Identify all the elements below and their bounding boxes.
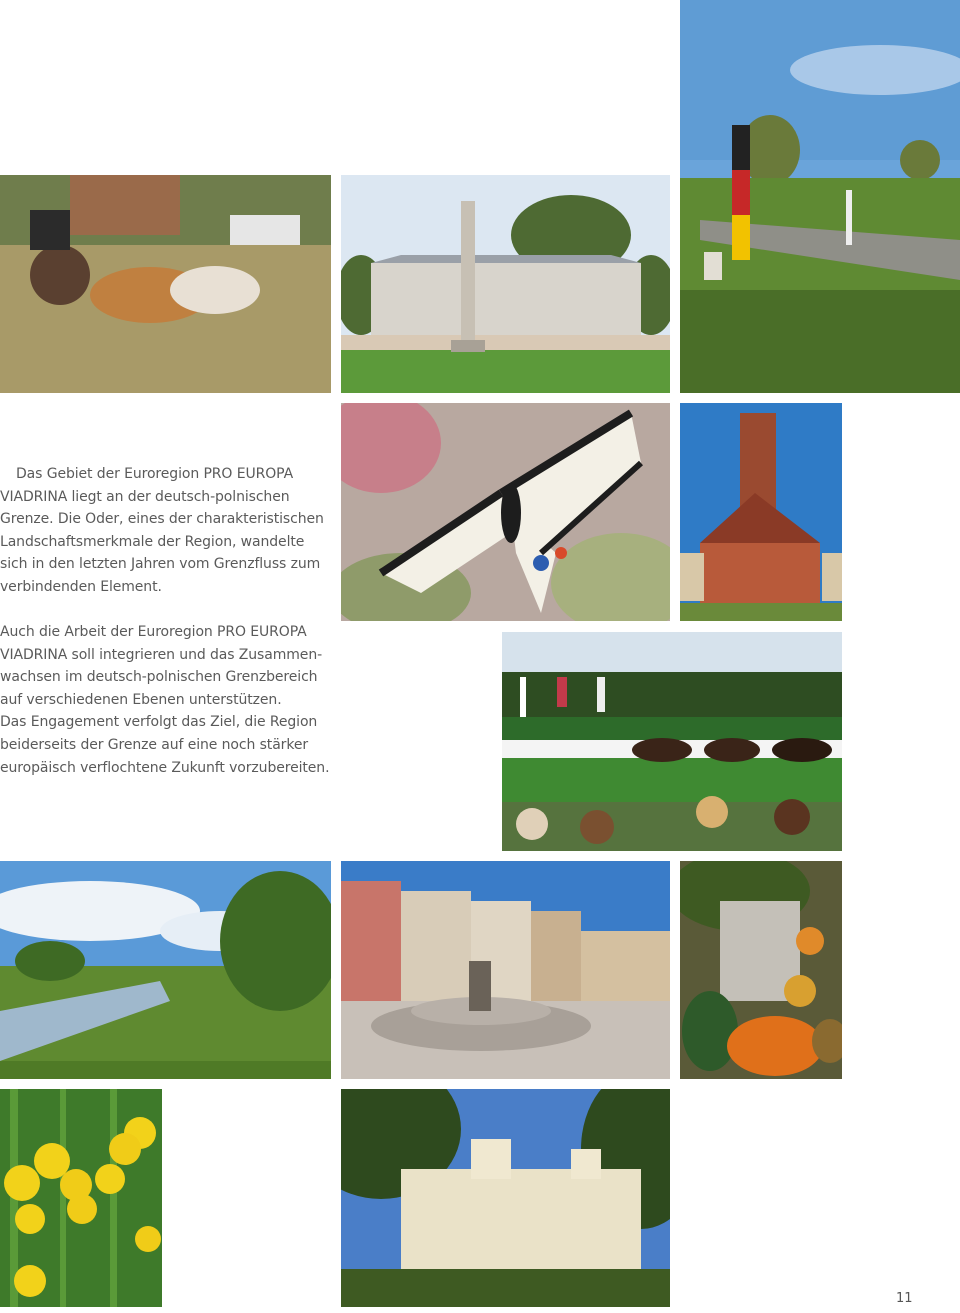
river-landscape-photo [0,861,331,1079]
horse-race-photo [502,632,842,851]
horse-carriage-photo [0,175,331,393]
castle-photo [341,1089,670,1307]
text-line: sich in den letzten Jahren vom Grenzfluss zum [0,556,321,573]
body-paragraph [0,621,335,779]
text-line: Das Engagement verfolgt das Ziel, die Region [0,714,318,731]
intro-paragraph [0,463,335,599]
palace-obelisk-photo [341,175,670,393]
church-tower-photo [680,403,842,621]
text-line: europäisch verflochtene Zukunft vorzubereiten. [0,759,330,776]
text-line: Das Gebiet der Euroregion PRO EUROPA [16,466,294,482]
text-line: beiderseits der Grenze auf eine noch stärker [0,736,309,753]
text-line: Grenze. Die Oder, eines der charakteristischen [0,511,324,528]
text-line: auf verschiedenen Ebenen unterstützen. [0,691,282,708]
pumpkins-photo [680,861,842,1079]
text-line: verbindenden Element. [0,578,162,595]
border-post-photo [680,0,960,393]
text-line: wachsen im deutsch-polnischen Grenzbereich [0,669,318,686]
text-line: Landschaftsmerkmale der Region, wandelte [0,533,305,550]
text-line: VIADRINA soll integrieren und das Zusammen- [0,646,323,663]
text-line: Auch die Arbeit der Euroregion PRO EUROPA [0,624,307,640]
town-square-fountain-photo [341,861,670,1079]
butterfly-photo [341,403,670,621]
yellow-flowers-photo [0,1089,162,1307]
text-line: VIADRINA liegt an der deutsch-polnischen [0,488,290,505]
page-number: 11 [896,1291,913,1306]
